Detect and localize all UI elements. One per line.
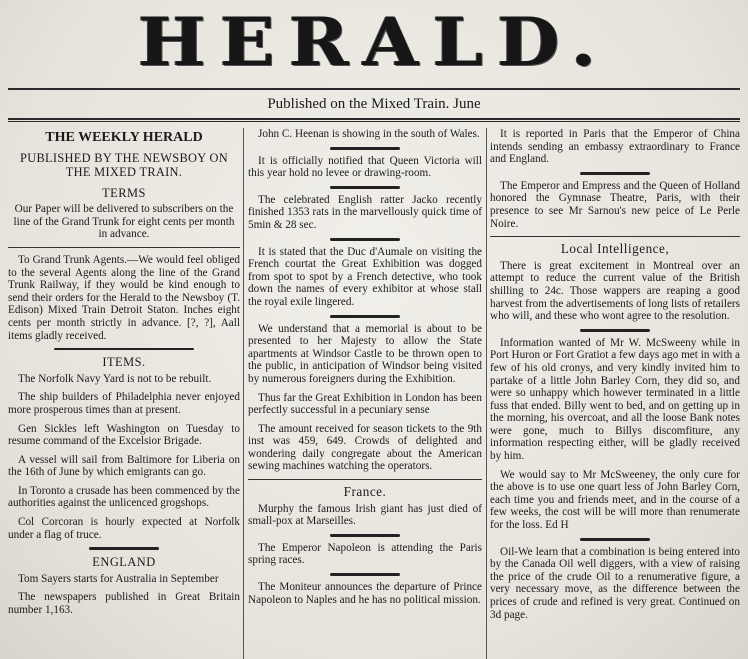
weekly-heading: THE WEEKLY HERALD — [45, 130, 203, 145]
news-item: We would say to Mr McSweeney, the only cure for the above is to use one quart less of John Barley Corn, each time you and friends meet, and in the course of a few weeks, the cost will be will more than renumerate for the loss. Ed H — [490, 468, 740, 532]
column-separator — [243, 128, 244, 659]
france-title: France. — [343, 484, 387, 500]
masthead-subtitle: Published on the Mixed Train. June — [267, 96, 481, 112]
divider — [248, 479, 482, 480]
divider — [330, 534, 400, 537]
news-item: John C. Heenan is showing in the south of Wales. — [258, 128, 480, 140]
news-item: It is reported in Paris that the Emperor of China intends sending an embassy extraordinary to France and England. — [490, 128, 740, 166]
masthead-rule-bottom-thin — [8, 121, 740, 122]
divider — [8, 247, 240, 248]
column-2 — [248, 128, 482, 659]
divider — [330, 315, 400, 318]
masthead — [0, 0, 748, 84]
terms-text: Our Paper will be delivered to subscribers on the line of the Grand Trunk for eight cents per month in advance. — [13, 203, 235, 241]
news-item: Murphy the famous Irish giant has just died of small-pox at Marseilles. — [248, 502, 482, 528]
masthead-title: HERALD. — [137, 2, 611, 81]
divider — [330, 147, 400, 150]
divider — [89, 547, 159, 550]
news-item: The celebrated English ratter Jacko recently finished 1353 rats in the marvellously quick time of 5min & 28 sec. — [248, 193, 482, 231]
news-item: Gen Sickles left Washington on Tuesday to resume command of the Excelsior Brigade. — [8, 422, 240, 448]
news-item: A vessel will sail from Baltimore for Liberia on the 16th of June by which emigrants can go. — [8, 453, 240, 479]
news-item: Information wanted of Mr W. McSweeny while in Port Huron or Fort Gratiot a few days ago met in with a few of his old cronys, and very kindly invited him to partake of a little John Barley Corn, they did so, and were so unhappy which however terminated in a little fuss that ended. Billy went to bed, and on getting up in the morning, his overcoat, and all the loose Bank notes were gone, much to Billys discomfiture, any information respecting either, will be gladly received by him. — [490, 336, 740, 463]
news-item: The amount received for season tickets to the 9th inst was 459, 649. Crowds of delighted and wondering daily congregate about the American sewing machines watching the operators. — [248, 422, 482, 473]
divider — [580, 172, 650, 175]
news-item: The Norfolk Navy Yard is not to be rebuilt. — [18, 372, 212, 385]
divider — [330, 238, 400, 241]
news-item: It is officially notified that Queen Victoria will this year hold no levee or drawing-room. — [248, 154, 482, 180]
news-item: The newspapers published in Great Britain number 1,163. — [8, 591, 240, 617]
news-item: The ship builders of Philadelphia never enjoyed more prosperous times than at present. — [8, 391, 240, 416]
news-item: Col Corcoran is hourly expected at Norfolk under a flag of truce. — [8, 516, 240, 541]
news-item: Oil-We learn that a combination is being entered into by the Canada Oil well diggers, with a view of raising the price of the crude Oil to a renumerative figure, a very necessary move, as the difference between the prices of crude and refined is very great. Continued on 3d page. — [490, 545, 740, 621]
news-item: It is stated that the Duc d'Aumale on visiting the French courtat the Great Exhibition was dogged from spot to spot by a French detective, who took down the names of every exhibitor at whose stall the royal exile lingered. — [248, 245, 482, 308]
news-item: There is great excitement in Montreal over an attempt to reduce the current value of the British shilling to 24c. Those wappers are reaping a good harvest from the advertisements of long lists of retailers who will, and these who wont agree to the resolution. — [490, 259, 740, 323]
items-title: ITEMS. — [102, 355, 146, 370]
news-item: Tom Sayers starts for Australia in September — [18, 572, 219, 585]
masthead-rule-bottom — [8, 118, 740, 120]
local-intelligence-title: Local Intelligence, — [560, 241, 670, 257]
column-separator — [486, 128, 487, 659]
news-item: The Moniteur announces the departure of Prince Napoleon to Naples and he has no political mission. — [248, 581, 482, 606]
divider — [330, 573, 400, 576]
divider — [490, 236, 740, 237]
masthead-rule-top — [8, 88, 740, 90]
news-item: The Emperor Napoleon is attending the Paris spring races. — [248, 541, 482, 567]
published-by: PUBLISHED BY THE NEWSBOY ON THE MIXED TRAIN. — [20, 150, 228, 179]
divider — [330, 186, 400, 189]
news-item: We understand that a memorial is about to be presented to her Majesty to allow the State apartments at Windsor Castle to be thrown open to the public, in anticipation of Windsor being visited by numerous foreigners during the Exhibition. — [248, 322, 482, 385]
agents-notice: To Grand Trunk Agents.—We would feel obliged to the several Agents along the line of the Grand Trunk Railway, if they would be kind enough to send their orders for the Herald to the Newsboy (T. Edison) Mixed Train Detroit Staton. Inches eight cents per month strictly in advance. [?, ?], Aall items gladly received. — [8, 253, 240, 342]
england-title: ENGLAND — [92, 555, 156, 570]
news-item: The Emperor and Empress and the Queen of Holland honored the Gymnase Theatre, Paris, with their presence to see Mr Sarnou's new peice of Le Perle Noire. — [490, 179, 740, 230]
divider — [580, 538, 650, 541]
divider — [54, 348, 194, 350]
news-item: Thus far the Great Exhibition in London has been perfectly successful in a pecuniary sense — [248, 391, 482, 417]
column-1 — [8, 128, 240, 659]
divider — [580, 329, 650, 332]
news-item: In Toronto a crusade has been commenced by the authorities against the unlicenced grogshops. — [8, 484, 240, 510]
terms-title: TERMS — [102, 185, 146, 200]
column-3 — [490, 128, 740, 659]
